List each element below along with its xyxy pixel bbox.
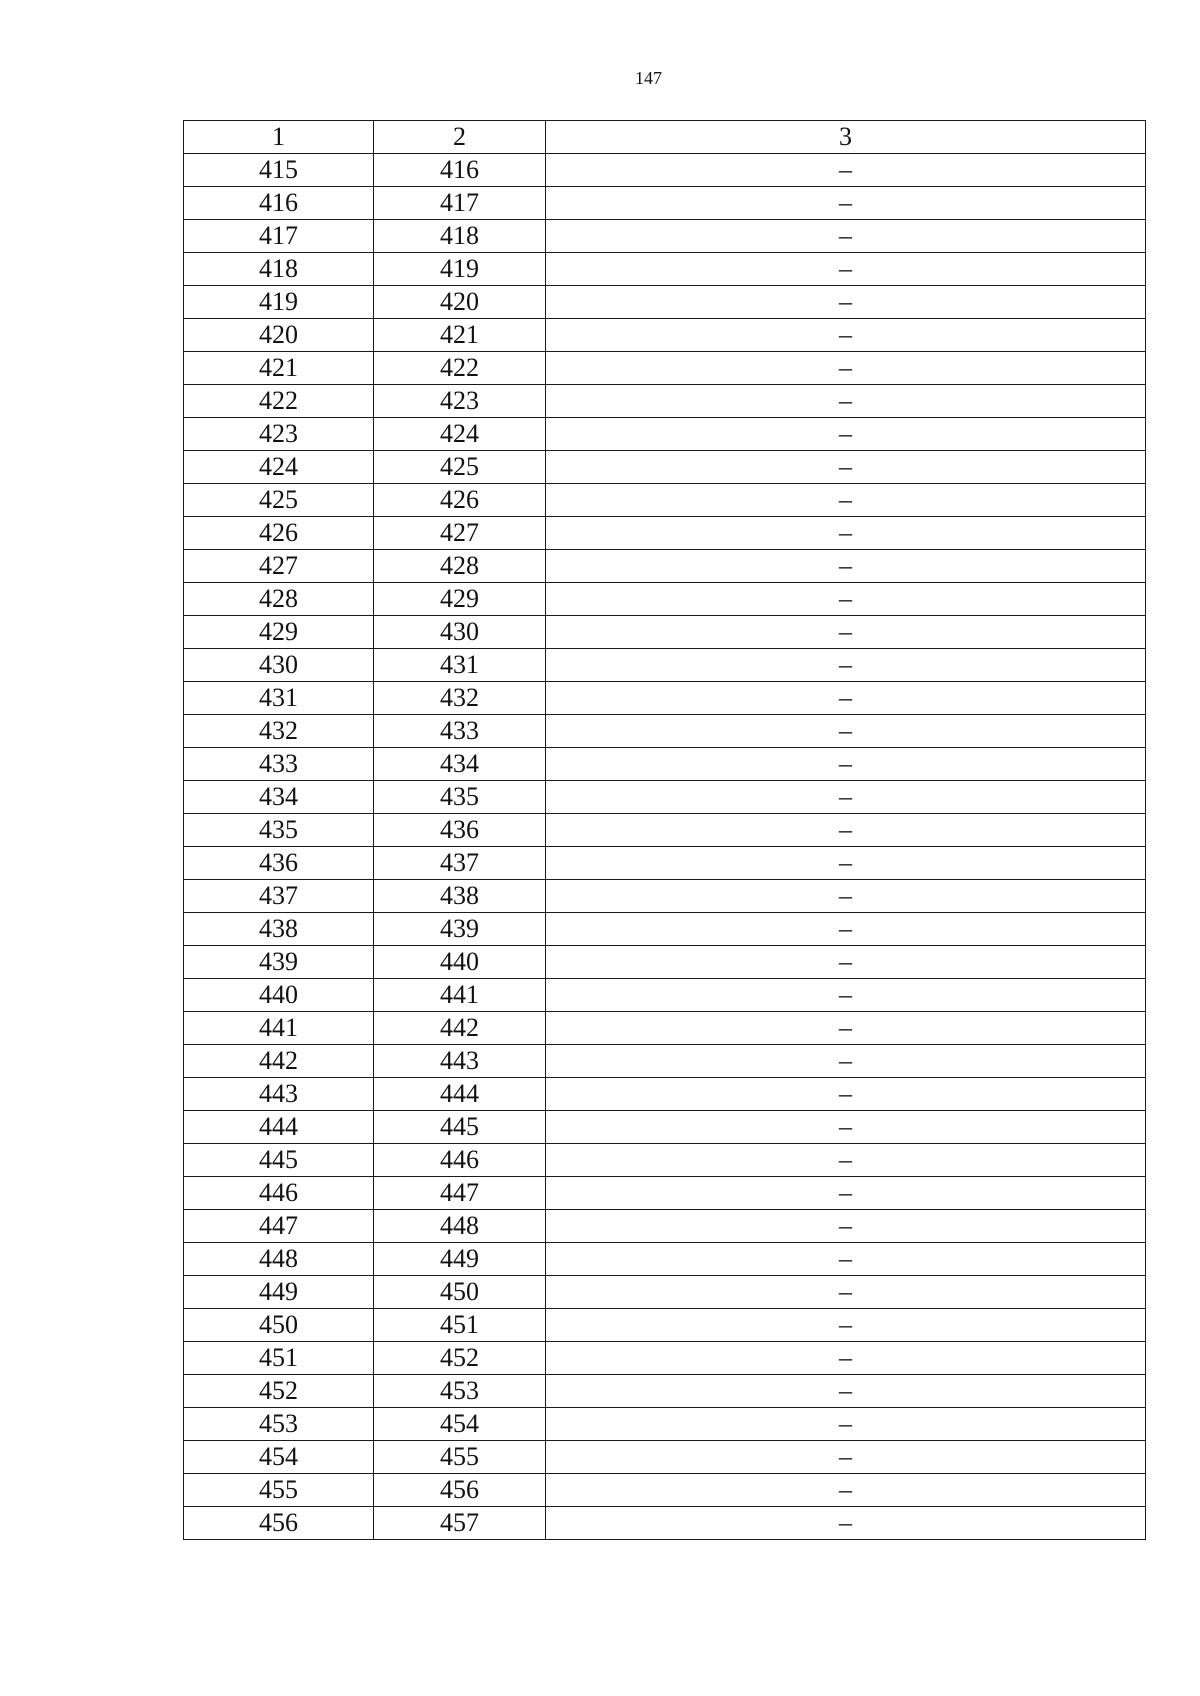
table-cell-col-3: – xyxy=(546,253,1146,286)
table-cell-col-1: 452 xyxy=(184,1375,374,1408)
table-row xyxy=(184,847,1146,880)
table-row xyxy=(184,946,1146,979)
table-row xyxy=(184,451,1146,484)
table-row xyxy=(184,253,1146,286)
table-cell-col-1: 423 xyxy=(184,418,374,451)
table-cell-col-3: – xyxy=(546,550,1146,583)
table-cell-col-1: 428 xyxy=(184,583,374,616)
table-cell-col-1: 419 xyxy=(184,286,374,319)
table-cell-col-3: – xyxy=(546,814,1146,847)
table-cell-col-2: 435 xyxy=(374,781,546,814)
table-cell-col-3: – xyxy=(546,913,1146,946)
table-cell-col-1: 432 xyxy=(184,715,374,748)
table-cell-col-2: 441 xyxy=(374,979,546,1012)
table-cell-col-3: – xyxy=(546,715,1146,748)
table-cell-col-3: – xyxy=(546,1474,1146,1507)
table-cell-col-3: – xyxy=(546,1507,1146,1540)
table-cell-col-2: 445 xyxy=(374,1111,546,1144)
table-cell-col-2: 425 xyxy=(374,451,546,484)
table-cell-col-1: 442 xyxy=(184,1045,374,1078)
table-row xyxy=(184,1441,1146,1474)
table-cell-col-3: – xyxy=(546,484,1146,517)
table-cell-col-1: 453 xyxy=(184,1408,374,1441)
table-row xyxy=(184,385,1146,418)
table-cell-col-1: 441 xyxy=(184,1012,374,1045)
column-header-1: 1 xyxy=(184,121,374,154)
table-row xyxy=(184,715,1146,748)
table-cell-col-2: 428 xyxy=(374,550,546,583)
table-cell-col-2: 427 xyxy=(374,517,546,550)
table-row xyxy=(184,616,1146,649)
table-header-row xyxy=(184,121,1146,154)
table-cell-col-1: 435 xyxy=(184,814,374,847)
table-row xyxy=(184,979,1146,1012)
table-row xyxy=(184,1342,1146,1375)
table-cell-col-1: 422 xyxy=(184,385,374,418)
table-cell-col-3: – xyxy=(546,352,1146,385)
table-row xyxy=(184,1177,1146,1210)
table-cell-col-3: – xyxy=(546,220,1146,253)
table-cell-col-3: – xyxy=(546,880,1146,913)
table-cell-col-3: – xyxy=(546,1441,1146,1474)
table-row xyxy=(184,880,1146,913)
table-cell-col-2: 450 xyxy=(374,1276,546,1309)
table-cell-col-3: – xyxy=(546,649,1146,682)
table-row xyxy=(184,1243,1146,1276)
table-cell-col-3: – xyxy=(546,616,1146,649)
column-header-2: 2 xyxy=(374,121,546,154)
table-row xyxy=(184,1111,1146,1144)
table-cell-col-2: 432 xyxy=(374,682,546,715)
table-cell-col-3: – xyxy=(546,418,1146,451)
table-row xyxy=(184,913,1146,946)
table-cell-col-1: 450 xyxy=(184,1309,374,1342)
table-cell-col-1: 451 xyxy=(184,1342,374,1375)
table-row xyxy=(184,550,1146,583)
table-row xyxy=(184,286,1146,319)
table-row xyxy=(184,1210,1146,1243)
table-cell-col-1: 456 xyxy=(184,1507,374,1540)
table-cell-col-3: – xyxy=(546,847,1146,880)
table-row xyxy=(184,1078,1146,1111)
table-cell-col-3: – xyxy=(546,748,1146,781)
table-cell-col-1: 433 xyxy=(184,748,374,781)
table-cell-col-2: 448 xyxy=(374,1210,546,1243)
table-cell-col-3: – xyxy=(546,1111,1146,1144)
table-cell-col-2: 418 xyxy=(374,220,546,253)
table-cell-col-3: – xyxy=(546,1045,1146,1078)
table-cell-col-1: 429 xyxy=(184,616,374,649)
data-table xyxy=(183,120,1146,1540)
table-row xyxy=(184,748,1146,781)
table-cell-col-1: 424 xyxy=(184,451,374,484)
table-cell-col-2: 438 xyxy=(374,880,546,913)
table-cell-col-1: 437 xyxy=(184,880,374,913)
table-cell-col-3: – xyxy=(546,1342,1146,1375)
table-row xyxy=(184,682,1146,715)
table-cell-col-3: – xyxy=(546,682,1146,715)
table-cell-col-1: 420 xyxy=(184,319,374,352)
table-cell-col-2: 419 xyxy=(374,253,546,286)
table-cell-col-3: – xyxy=(546,1177,1146,1210)
table-cell-col-3: – xyxy=(546,781,1146,814)
table-row xyxy=(184,1309,1146,1342)
table-row xyxy=(184,187,1146,220)
table-cell-col-2: 430 xyxy=(374,616,546,649)
table-cell-col-1: 446 xyxy=(184,1177,374,1210)
table-cell-col-3: – xyxy=(546,319,1146,352)
table-cell-col-3: – xyxy=(546,385,1146,418)
table-cell-col-2: 451 xyxy=(374,1309,546,1342)
table-cell-col-2: 442 xyxy=(374,1012,546,1045)
column-header-3: 3 xyxy=(546,121,1146,154)
table-row xyxy=(184,1408,1146,1441)
table-cell-col-2: 416 xyxy=(374,154,546,187)
table-row xyxy=(184,814,1146,847)
table-row xyxy=(184,1474,1146,1507)
table-row xyxy=(184,1144,1146,1177)
table-cell-col-2: 453 xyxy=(374,1375,546,1408)
table-cell-col-3: – xyxy=(546,1012,1146,1045)
table-cell-col-1: 438 xyxy=(184,913,374,946)
table-cell-col-1: 447 xyxy=(184,1210,374,1243)
table-cell-col-3: – xyxy=(546,1375,1146,1408)
table-cell-col-1: 444 xyxy=(184,1111,374,1144)
table-cell-col-3: – xyxy=(546,1210,1146,1243)
table-cell-col-3: – xyxy=(546,286,1146,319)
table-cell-col-3: – xyxy=(546,517,1146,550)
table-cell-col-1: 434 xyxy=(184,781,374,814)
table-row xyxy=(184,484,1146,517)
table-cell-col-2: 449 xyxy=(374,1243,546,1276)
table-cell-col-2: 420 xyxy=(374,286,546,319)
table-cell-col-2: 444 xyxy=(374,1078,546,1111)
table-cell-col-3: – xyxy=(546,979,1146,1012)
table-cell-col-3: – xyxy=(546,451,1146,484)
table-cell-col-1: 416 xyxy=(184,187,374,220)
table-cell-col-2: 429 xyxy=(374,583,546,616)
table-cell-col-2: 433 xyxy=(374,715,546,748)
table-cell-col-2: 437 xyxy=(374,847,546,880)
table-cell-col-2: 422 xyxy=(374,352,546,385)
table-cell-col-1: 445 xyxy=(184,1144,374,1177)
table-cell-col-1: 430 xyxy=(184,649,374,682)
table-cell-col-2: 434 xyxy=(374,748,546,781)
table-cell-col-3: – xyxy=(546,1276,1146,1309)
table-cell-col-1: 455 xyxy=(184,1474,374,1507)
table-cell-col-1: 418 xyxy=(184,253,374,286)
table-row xyxy=(184,781,1146,814)
table-cell-col-2: 426 xyxy=(374,484,546,517)
table-cell-col-1: 436 xyxy=(184,847,374,880)
table-row xyxy=(184,649,1146,682)
table-cell-col-3: – xyxy=(546,1078,1146,1111)
table-cell-col-3: – xyxy=(546,187,1146,220)
table-cell-col-1: 448 xyxy=(184,1243,374,1276)
table-cell-col-2: 456 xyxy=(374,1474,546,1507)
table-cell-col-2: 447 xyxy=(374,1177,546,1210)
table-row xyxy=(184,1276,1146,1309)
table-cell-col-1: 417 xyxy=(184,220,374,253)
table-cell-col-1: 421 xyxy=(184,352,374,385)
page-number: 147 xyxy=(635,68,662,88)
table-cell-col-1: 439 xyxy=(184,946,374,979)
table-cell-col-1: 449 xyxy=(184,1276,374,1309)
table-row xyxy=(184,418,1146,451)
table-row xyxy=(184,319,1146,352)
table-cell-col-1: 415 xyxy=(184,154,374,187)
table-row xyxy=(184,154,1146,187)
table-row xyxy=(184,1375,1146,1408)
table-body xyxy=(184,121,1146,1540)
table-row xyxy=(184,352,1146,385)
table-cell-col-2: 440 xyxy=(374,946,546,979)
table-cell-col-2: 452 xyxy=(374,1342,546,1375)
table-cell-col-2: 421 xyxy=(374,319,546,352)
table-row xyxy=(184,1507,1146,1540)
table-cell-col-2: 454 xyxy=(374,1408,546,1441)
table-cell-col-2: 431 xyxy=(374,649,546,682)
table-row xyxy=(184,1012,1146,1045)
table-cell-col-1: 425 xyxy=(184,484,374,517)
table-row xyxy=(184,583,1146,616)
table-cell-col-1: 440 xyxy=(184,979,374,1012)
table-row xyxy=(184,220,1146,253)
table-cell-col-1: 431 xyxy=(184,682,374,715)
table-cell-col-3: – xyxy=(546,154,1146,187)
table-cell-col-1: 426 xyxy=(184,517,374,550)
table-cell-col-3: – xyxy=(546,1243,1146,1276)
table-cell-col-1: 427 xyxy=(184,550,374,583)
table-row xyxy=(184,1045,1146,1078)
table-cell-col-3: – xyxy=(546,1309,1146,1342)
table-cell-col-2: 457 xyxy=(374,1507,546,1540)
table-cell-col-3: – xyxy=(546,1144,1146,1177)
table-cell-col-2: 423 xyxy=(374,385,546,418)
table-cell-col-2: 439 xyxy=(374,913,546,946)
table-cell-col-3: – xyxy=(546,946,1146,979)
table-cell-col-2: 455 xyxy=(374,1441,546,1474)
table-cell-col-3: – xyxy=(546,583,1146,616)
table-cell-col-2: 443 xyxy=(374,1045,546,1078)
table-row xyxy=(184,517,1146,550)
table-cell-col-2: 424 xyxy=(374,418,546,451)
table-cell-col-2: 446 xyxy=(374,1144,546,1177)
table-cell-col-3: – xyxy=(546,1408,1146,1441)
table-cell-col-2: 417 xyxy=(374,187,546,220)
table-cell-col-1: 454 xyxy=(184,1441,374,1474)
table-cell-col-2: 436 xyxy=(374,814,546,847)
table-cell-col-1: 443 xyxy=(184,1078,374,1111)
